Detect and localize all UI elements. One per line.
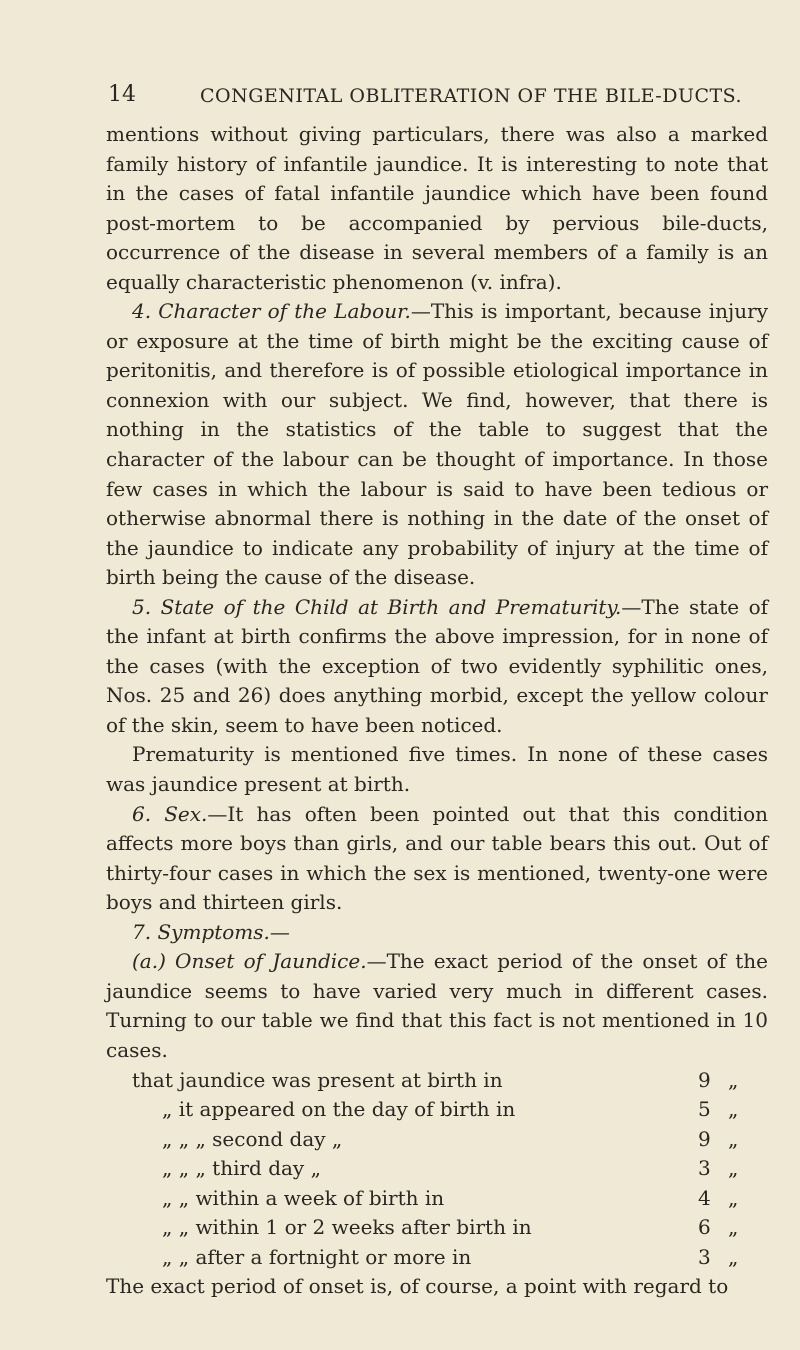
- row-count-cell: [698, 1095, 768, 1125]
- row-ditto: „: [728, 1097, 739, 1122]
- row-ditto: „: [728, 1185, 739, 1210]
- section-label: 4. Character of the Labour.: [132, 299, 411, 324]
- page-number: 14: [108, 82, 136, 107]
- section-state-at-birth: [106, 593, 768, 741]
- paragraph-closing: The exact period of onset is, of course, a point with regard to: [106, 1274, 729, 1299]
- row-count: 9: [698, 1067, 711, 1092]
- row-text: „ „ within a week of birth in: [162, 1185, 445, 1210]
- section-sex: [106, 800, 768, 918]
- row-ditto: „: [728, 1156, 739, 1181]
- row-count-cell: [698, 1243, 768, 1273]
- section-text: —This is important, because injury or exposure at the time of birth might be the exciting cause of peritonitis, and therefore is of possible etiological importance in connexion with our subject. We find, however, that there is nothing in the statistics of the table to suggest that the character of the labour can be thought of importance. In those few cases in which the labour is said to have been tedious or otherwise abnormal there is nothing in the date of the onset of the jaundice to indicate any probability of injury at the time of birth being the cause of the disease.: [106, 299, 768, 590]
- row-count-cell: [698, 1066, 768, 1096]
- onset-table: [106, 1066, 768, 1273]
- row-count-cell: [698, 1213, 768, 1243]
- row-text: „ it appeared on the day of birth in: [162, 1097, 516, 1122]
- row-text: „ „ within 1 or 2 weeks after birth in: [162, 1215, 532, 1240]
- row-count-cell: [698, 1184, 768, 1214]
- row-text: „ „ „ second day „: [162, 1126, 343, 1151]
- row-ditto: „: [728, 1215, 739, 1240]
- row-text: „ „ „ third day „: [162, 1156, 321, 1181]
- row-count: 6: [698, 1215, 711, 1240]
- row-ditto: „: [728, 1126, 739, 1151]
- table-row: [106, 1125, 768, 1155]
- row-count: 3: [698, 1156, 711, 1181]
- paragraph-opening: mentions without giving particulars, there was also a marked family history of infantile jaundice. It is interesting to note that in the cases of fatal infantile jaundice which have been found post-mortem to be accompanied by pervious bile-ducts, occurrence of the disease in several members of a family is an equally characteristic phenomenon (v. infra).: [106, 122, 768, 294]
- section-label: 5. State of the Child at Birth and Prematurity.: [132, 594, 622, 619]
- row-count: 9: [698, 1126, 711, 1151]
- section-label: (a.) Onset of Jaundice.: [132, 949, 367, 974]
- section-text: —The state of the infant at birth confirms the above impression, for in none of the cases (with the exception of two evidently syphilitic ones, Nos. 25 and 26) does anything morbid, except the yellow colour of the skin, seem to have been noticed.: [106, 594, 769, 737]
- table-row: [106, 1184, 768, 1214]
- row-count: 3: [698, 1244, 711, 1269]
- table-row: [106, 1243, 768, 1273]
- row-text: „ „ after a fortnight or more in: [162, 1244, 472, 1269]
- section-text: —The exact period of the onset of the jaundice seems to have varied very much in different cases. Turning to our table we find that this fact is not mentioned in 10 cases.: [106, 949, 768, 1062]
- paragraph-prematurity: Prematurity is mentioned five times. In none of these cases was jaundice present at birth.: [106, 742, 768, 797]
- table-row: [106, 1154, 768, 1184]
- section-text: —It has often been pointed out that this condition affects more boys than girls, and our table bears this out. Out of thirty-four cases in which the sex is mentioned, twenty-one were boys and thirteen girls.: [106, 801, 768, 915]
- section-label: 6. Sex.: [132, 801, 208, 826]
- row-ditto: „: [728, 1244, 739, 1269]
- running-head: CONGENITAL OBLITERATION OF THE BILE-DUCTS.: [200, 85, 743, 107]
- row-count: 4: [698, 1185, 711, 1210]
- body-text: [106, 120, 768, 1302]
- section-onset-of-jaundice: [106, 947, 768, 1065]
- row-text: that jaundice was present at birth in: [132, 1067, 503, 1092]
- section-character-of-labour: [106, 297, 768, 592]
- row-ditto: „: [728, 1067, 739, 1092]
- row-count-cell: [698, 1154, 768, 1184]
- table-row: [106, 1213, 768, 1243]
- row-count: 5: [698, 1097, 711, 1122]
- table-row: [106, 1066, 768, 1096]
- row-count-cell: [698, 1125, 768, 1155]
- table-row: [106, 1095, 768, 1125]
- symptoms-heading: 7. Symptoms.—: [132, 919, 290, 944]
- page-header: [108, 82, 788, 112]
